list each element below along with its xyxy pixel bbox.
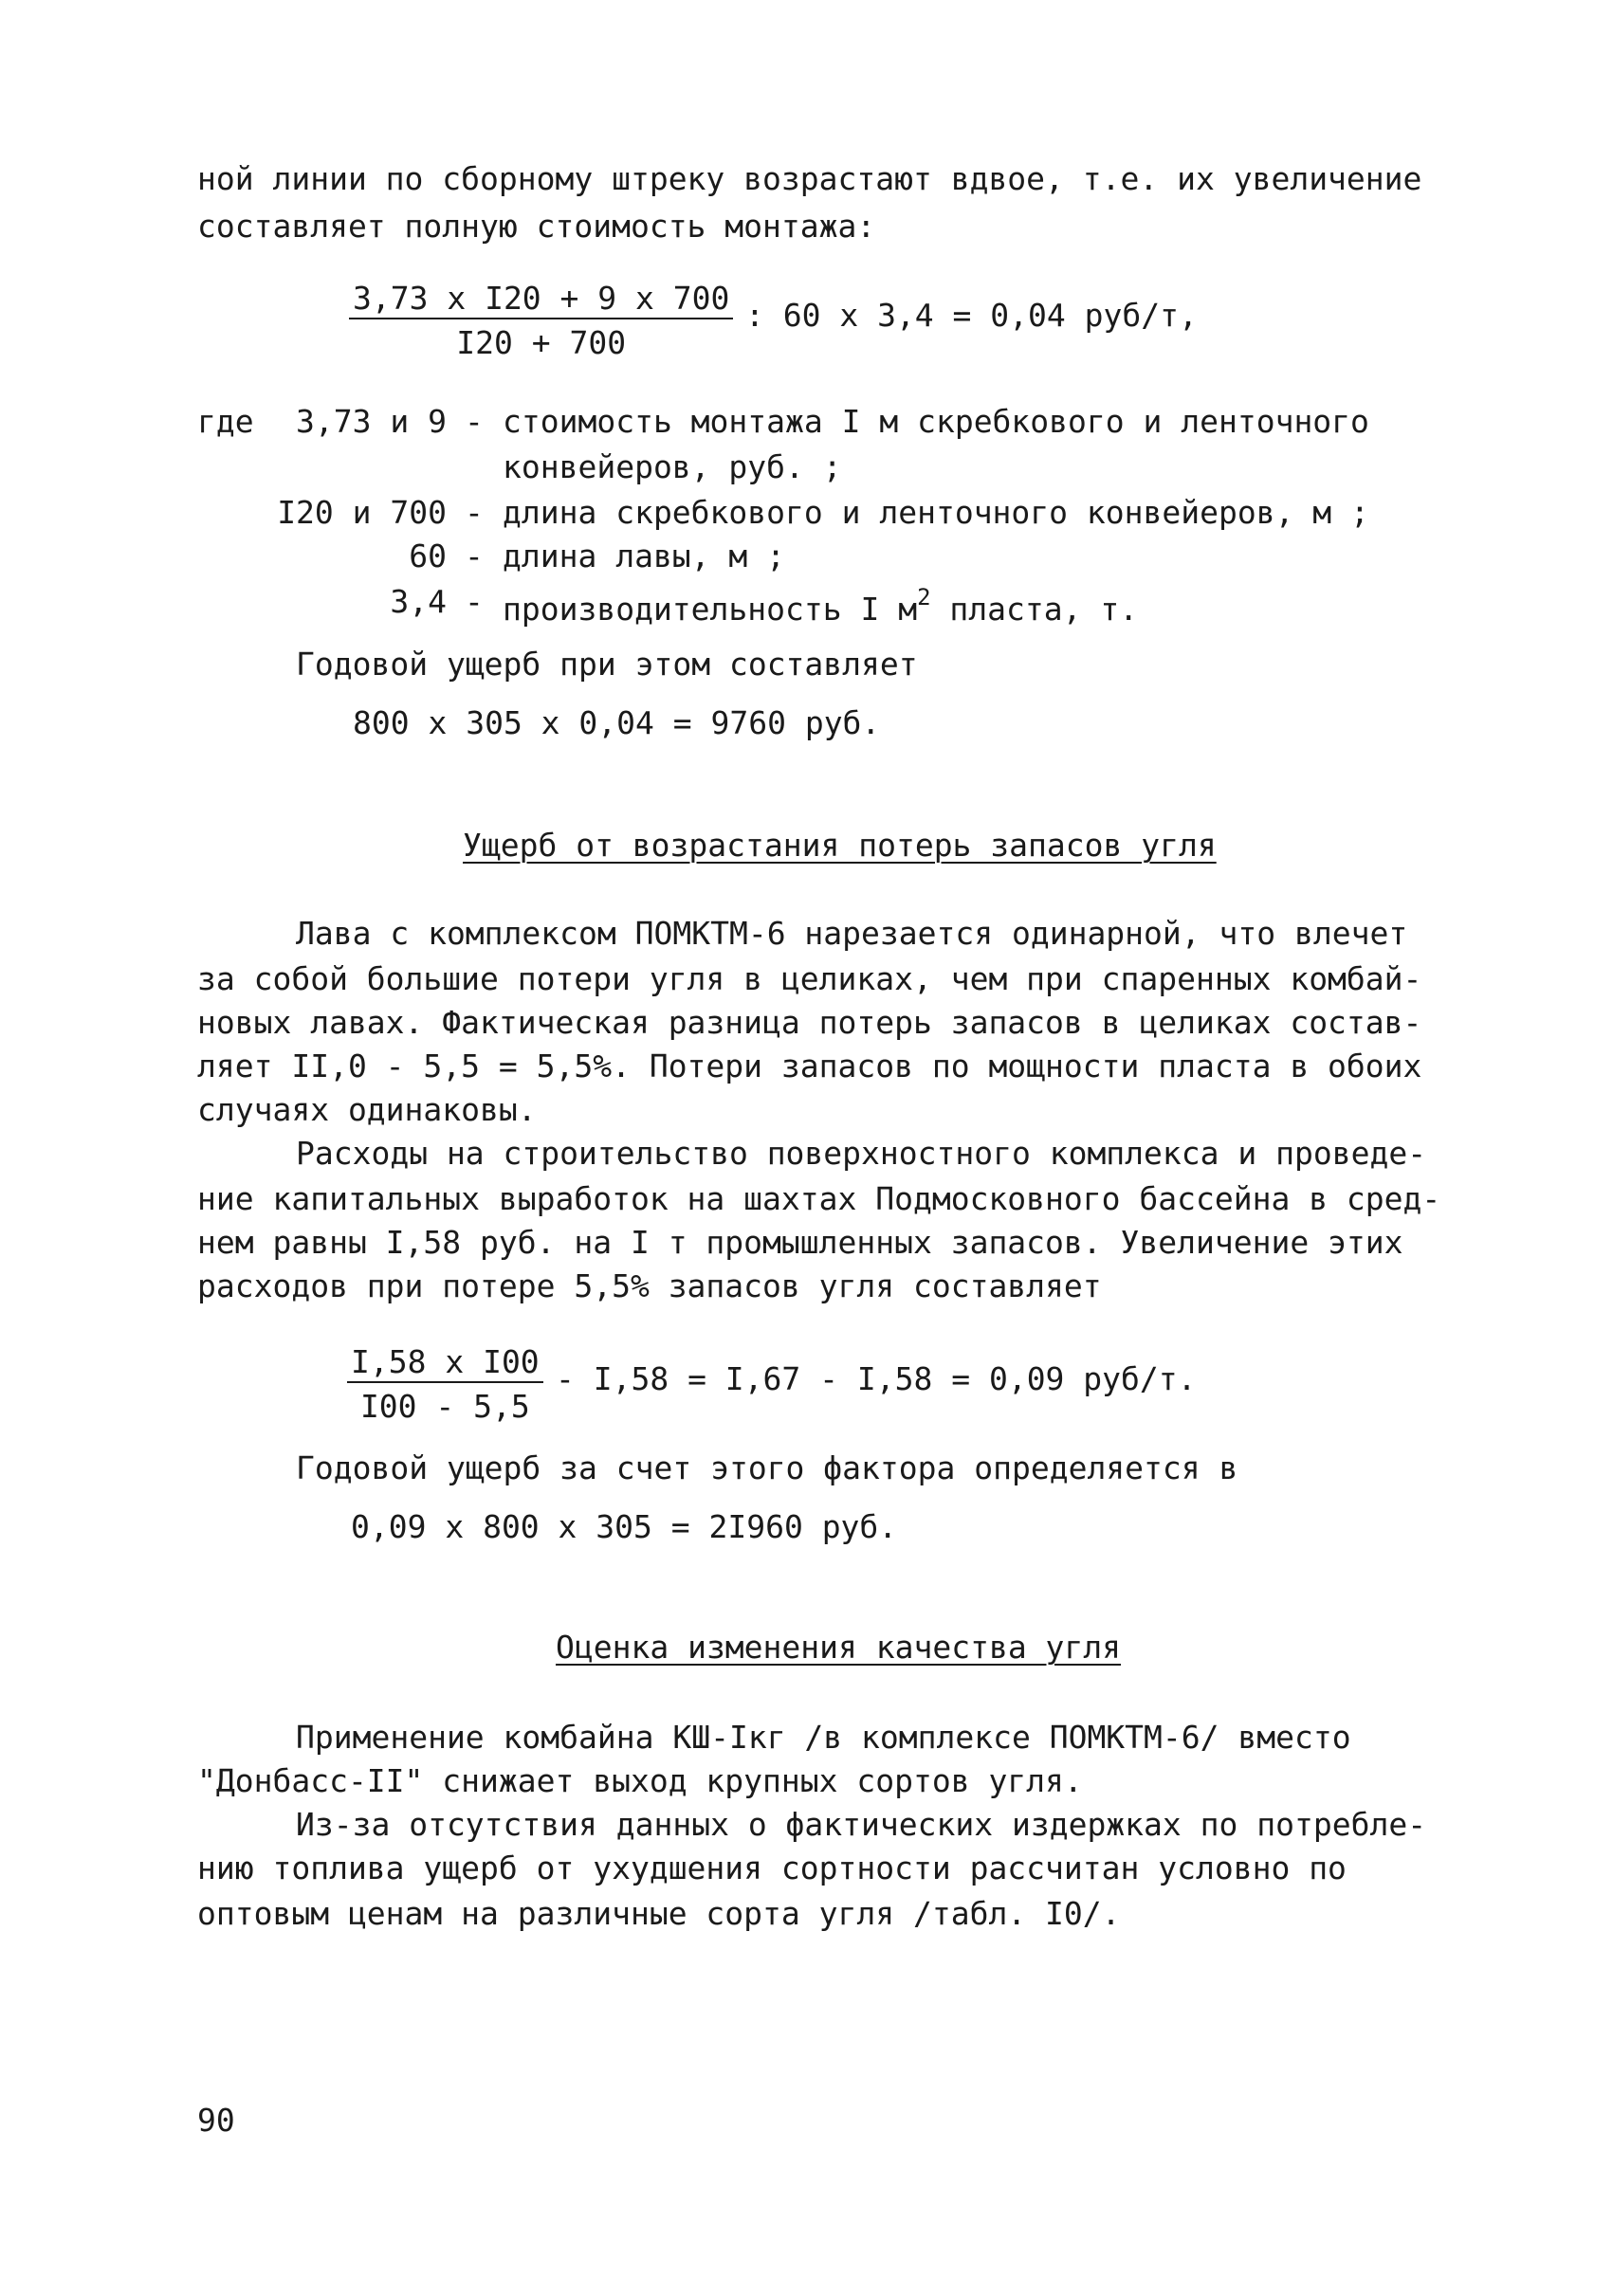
page-number: 90 (197, 2102, 235, 2139)
where-desc-1a: стоимость монтажа I м скребкового и ленточного (503, 403, 1369, 440)
where-dash-4: - (465, 583, 484, 620)
section-2-p1-line-4: ляет II,0 - 5,5 = 5,5%. Потери запасов по мощности пласта в обоих (197, 1048, 1422, 1084)
where-desc-4: производительность I $м^2$ пласта, т. (503, 584, 1139, 628)
section-2-title: Ущерб от возрастания потерь запасов угля (463, 827, 1217, 864)
section-2-p1-line-1: Лава с комплексом ПОМКТМ-6 нарезается одинарной, что влечет (296, 915, 1408, 952)
annual-1-text: Годовой ущерб при этом составляет (296, 646, 918, 683)
intro-line-1: ной линии по сборному штреку возрастают вдвое, т.е. их увеличение (197, 160, 1422, 197)
section-2-p2-line-1: Расходы на строительство поверхностного комплекса и проведе- (296, 1135, 1427, 1172)
where-desc-1b: конвейеров, руб. ; (503, 448, 842, 485)
section-2-p1-line-2: за собой большие потери угля в целиках, чем при спаренных комбай- (197, 960, 1422, 997)
section-2-p1-line-3: новых лавах. Фактическая разница потерь запасов в целиках состав- (197, 1004, 1422, 1041)
where-dash-3: - (465, 538, 484, 574)
section-2-p2-line-2: ние капитальных выработок на шахтах Подмосковного бассейна в сред- (197, 1180, 1441, 1217)
formula-1-rest: : 60 х 3,4 = 0,04 руб/т, (745, 297, 1198, 334)
where-term-2: I20 и 700 (277, 494, 447, 531)
where-term-3: 60 (409, 538, 447, 574)
section-2-p1-line-5: случаях одинаковы. (197, 1091, 537, 1128)
section-3-p1-line-1: Применение комбайна КШ-Iкг /в комплексе ПОМКТМ-6/ вместо (296, 1719, 1351, 1756)
where-term-4: 3,4 (390, 583, 447, 620)
formula-1-denominator: I20 + 700 (456, 324, 627, 361)
where-desc-2: длина скребкового и ленточного конвейеров, м ; (503, 494, 1369, 531)
where-dash-2: - (465, 494, 484, 531)
where-term-1: 3,73 и 9 (296, 403, 447, 440)
formula-1-fraction (349, 280, 733, 361)
annual-2-text: Годовой ущерб за счет этого фактора определяется в (296, 1449, 1238, 1486)
formula-2-numerator: I,58 х I00 (347, 1346, 543, 1383)
section-3-p1-line-2: "Донбасс-II" снижает выход крупных сортов угля. (197, 1762, 1083, 1799)
where-label: где (197, 403, 254, 440)
annual-2-calc: 0,09 х 800 х 305 = 2I960 руб. (351, 1508, 898, 1545)
formula-2-denominator: I00 - 5,5 (359, 1388, 530, 1425)
section-3-p2-line-2: нию топлива ущерб от ухудшения сортности рассчитан условно по (197, 1850, 1347, 1886)
section-2-p2-line-3: нем равны I,58 руб. на I т промышленных запасов. Увеличение этих (197, 1224, 1403, 1261)
formula-2-rest: - I,58 = I,67 - I,58 = 0,09 руб/т. (556, 1360, 1197, 1397)
section-3-title: Оценка изменения качества угля (556, 1629, 1122, 1666)
section-3-p2-line-1: Из-за отсутствия данных о фактических издержках по потребле- (296, 1806, 1427, 1843)
intro-line-2: составляет полную стоимость монтажа: (197, 208, 876, 245)
section-3-p2-line-3: оптовым ценам на различные сорта угля /табл. I0/. (197, 1895, 1121, 1932)
section-2-p2-line-4: расходов при потере 5,5% запасов угля составляет (197, 1267, 1102, 1304)
formula-2-fraction (347, 1343, 543, 1425)
formula-1-numerator: 3,73 х I20 + 9 х 700 (349, 282, 733, 319)
where-dash-1: - (465, 403, 484, 440)
where-desc-3: длина лавы, м ; (503, 538, 786, 574)
annual-1-calc: 800 х 305 х 0,04 = 9760 руб. (353, 704, 881, 741)
